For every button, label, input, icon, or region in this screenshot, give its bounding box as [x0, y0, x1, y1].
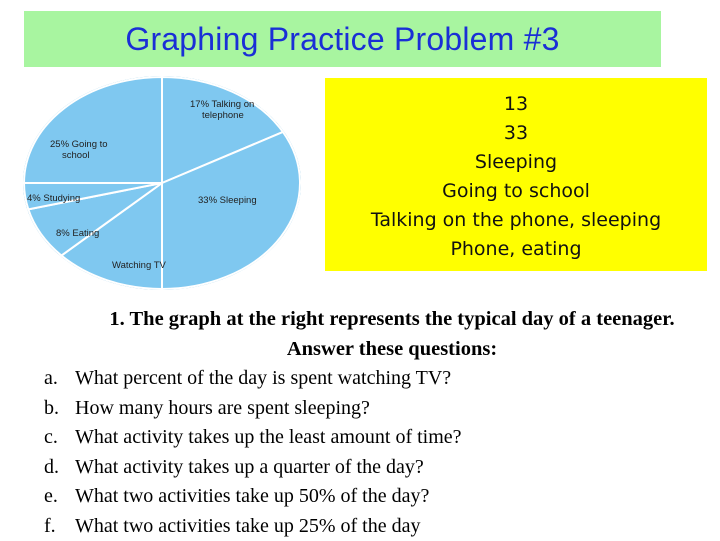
question-text: What activity takes up a quarter of the day? [75, 453, 424, 483]
question-letter: c. [44, 423, 75, 453]
question-letter: f. [44, 512, 75, 541]
slice-label-line: telephone [202, 110, 244, 121]
question-block [44, 304, 704, 541]
slice-label [27, 193, 80, 204]
question-text: What activity takes up the least amount of time? [75, 423, 462, 453]
question-letter: e. [44, 482, 75, 512]
question-item [44, 512, 704, 541]
slice-label-line: 4% Studying [27, 193, 80, 204]
question-text: What two activities take up 50% of the day? [75, 482, 429, 512]
answer-line: 33 [504, 119, 528, 148]
page-title: Graphing Practice Problem #3 [125, 21, 559, 58]
slice-label-line: 33% Sleeping [198, 195, 257, 206]
slice-label [112, 260, 167, 271]
question-letter: b. [44, 394, 75, 424]
question-item [44, 394, 704, 424]
question-text: How many hours are spent sleeping? [75, 394, 370, 424]
answer-line: 13 [504, 90, 528, 119]
answer-line: Talking on the phone, sleeping [371, 206, 661, 235]
question-text: What two activities take up 25% of the day [75, 512, 420, 541]
slice-label-line: 25% Going to [50, 139, 108, 150]
slice-label-line: Watching TV [112, 260, 167, 271]
answer-line: Phone, eating [450, 235, 581, 264]
pie-slice [24, 77, 162, 183]
question-item [44, 423, 704, 453]
slice-label-line: 8% Eating [56, 228, 99, 239]
slice-label [198, 195, 257, 206]
answer-line: Sleeping [475, 148, 557, 177]
slice-label [56, 228, 99, 239]
question-intro: 1. The graph at the right represents the typical day of a teenager. Answer these questions: [44, 304, 704, 364]
answer-line: Going to school [442, 177, 590, 206]
slice-label-line: 17% Talking on [190, 99, 254, 110]
pie-chart [12, 73, 322, 293]
question-list [44, 364, 704, 541]
answer-box [325, 78, 707, 271]
question-letter: a. [44, 364, 75, 394]
question-text: What percent of the day is spent watching TV? [75, 364, 451, 394]
question-letter: d. [44, 453, 75, 483]
slice-label-line: school [62, 150, 89, 161]
title-banner [24, 11, 661, 67]
question-item [44, 482, 704, 512]
question-item [44, 453, 704, 483]
pie-chart-svg [12, 73, 322, 293]
question-item [44, 364, 704, 394]
